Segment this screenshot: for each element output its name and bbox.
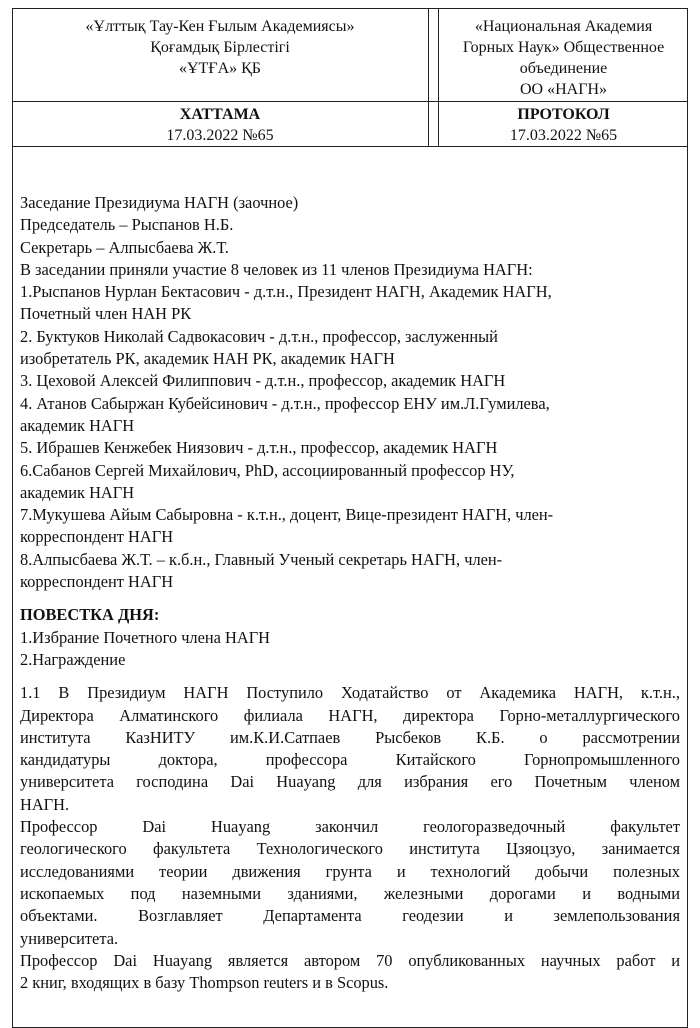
document-body (20, 192, 680, 994)
paragraph-line: университета. (20, 928, 119, 948)
member-line: 3. Цеховой Алексей Филиппович - д.т.н., профессор, академик НАГН (20, 371, 506, 391)
paragraph-line: Директора Алматинского филиала НАГН, директора Горно-металлургического (20, 705, 680, 725)
agenda-item: 1.Избрание Почетного члена НАГН (20, 627, 271, 647)
intro-line: Заседание Президиума НАГН (заочное) (20, 193, 299, 212)
member-line: Почетный член НАН РК (20, 304, 192, 324)
header-divider-horizontal (12, 101, 688, 102)
member-line: 1.Рыспанов Нурлан Бектасович - д.т.н., Президент НАГН, Академик НАГН, (20, 282, 552, 302)
org-name-kazakh (12, 16, 428, 79)
agenda-title: ПОВЕСТКА ДНЯ: (20, 605, 160, 625)
paragraph-line: института КазНИТУ им.К.И.Сатпаев Рысбеков К.Б. о рассмотрении (20, 727, 680, 747)
org-name-kazakh-line: Қоғамдық Бірлестігі (150, 39, 290, 56)
org-name-russian-line: Горных Наук» Общественное (462, 39, 665, 56)
document-date-kazakh: 17.03.2022 №65 (166, 127, 274, 144)
agenda-item: 2.Награждение (20, 649, 126, 669)
member-line: 4. Атанов Сабыржан Кубейсинович - д.т.н., профессор ЕНУ им.Л.Гумилева, (20, 393, 550, 413)
document-type-kazakh: ХАТТАМА (179, 106, 261, 123)
org-name-russian-line: «Национальная Академия (474, 18, 653, 35)
header-bottom-border (12, 146, 688, 147)
member-line: академик НАГН (20, 415, 135, 435)
paragraph-line: Профессор Dai Huayang является автором 70 опубликованных научных работ и (20, 950, 680, 970)
paragraph-line: геологического факультета Технологического института Цзяоцзуо, занимается (20, 839, 680, 859)
paragraph-line: кандидатуры доктора, профессора Китайского Горнопромышленного (20, 750, 680, 770)
member-line: 7.Мукушева Айым Сабыровна - к.т.н., доцент, Вице-президент НАГН, член- (20, 505, 554, 525)
org-name-kazakh-line: «Ұлттық Тау-Кен Ғылым Академиясы» (85, 18, 355, 35)
paragraph-line: ископаемых под наземными зданиями, железными дорогами и водными (20, 883, 680, 903)
member-line: академик НАГН (20, 482, 135, 502)
paragraph-line: 2 книг, входящих в базу Thompson reuters и в Scopus. (20, 973, 389, 993)
paragraph-line: Профессор Dai Huayang закончил геологоразведочный факультет (20, 817, 680, 837)
org-name-kazakh-line: «ҰТҒА» ҚБ (179, 60, 261, 77)
document-header (12, 8, 688, 146)
member-line: 5. Ибрашев Кенжебек Ниязович - д.т.н., профессор, академик НАГН (20, 438, 498, 458)
document-date-russian: 17.03.2022 №65 (509, 127, 618, 144)
member-line: 2. Буктуков Николай Садвокасович - д.т.н., профессор, заслуженный (20, 326, 498, 346)
meeting-info (20, 192, 680, 593)
org-name-russian-line: ОО «НАГН» (519, 81, 608, 98)
member-line: 8.Алпысбаева Ж.Т. – к.б.н., Главный Ученый секретарь НАГН, член- (20, 549, 503, 569)
intro-line: Председатель – Рыспанов Н.Б. (20, 215, 234, 235)
paragraph-line: объектами. Возглавляет Департамента геодезии и землепользования (20, 906, 680, 926)
paragraph-nomination (20, 682, 680, 816)
intro-line: В заседании приняли участие 8 человек из 11 членов Президиума НАГН: (20, 259, 533, 279)
paragraph-line: НАГН. (20, 794, 70, 814)
member-line: корреспондент НАГН (20, 527, 174, 547)
document-type-russian: ПРОТОКОЛ (517, 106, 610, 123)
paragraph-line: 1.1 В Президиум НАГН Поступило Ходатайство от Академика НАГН, к.т.н., (20, 683, 680, 703)
header-divider-left (428, 8, 429, 146)
org-name-russian-line: объединение (519, 60, 608, 77)
paragraph-publications (20, 950, 680, 995)
paragraph-line: исследованиями теории движения грунта и технологий добычи полезных (20, 861, 680, 881)
agenda-section (20, 604, 680, 671)
member-line: корреспондент НАГН (20, 572, 174, 592)
intro-line: Секретарь – Алпысбаева Ж.Т. (20, 237, 229, 257)
protocol-title-kazakh (12, 104, 428, 146)
org-name-russian (439, 16, 688, 100)
member-line: 6.Сабанов Сергей Михайлович, PhD, ассоциированный профессор НУ, (20, 460, 515, 480)
protocol-title-russian (439, 104, 688, 146)
member-line: изобретатель РК, академик НАН РК, академик НАГН (20, 349, 395, 369)
paragraph-biography (20, 816, 680, 950)
paragraph-line: университета господина Dai Huayang для избрания его Почетным членом (20, 772, 680, 792)
